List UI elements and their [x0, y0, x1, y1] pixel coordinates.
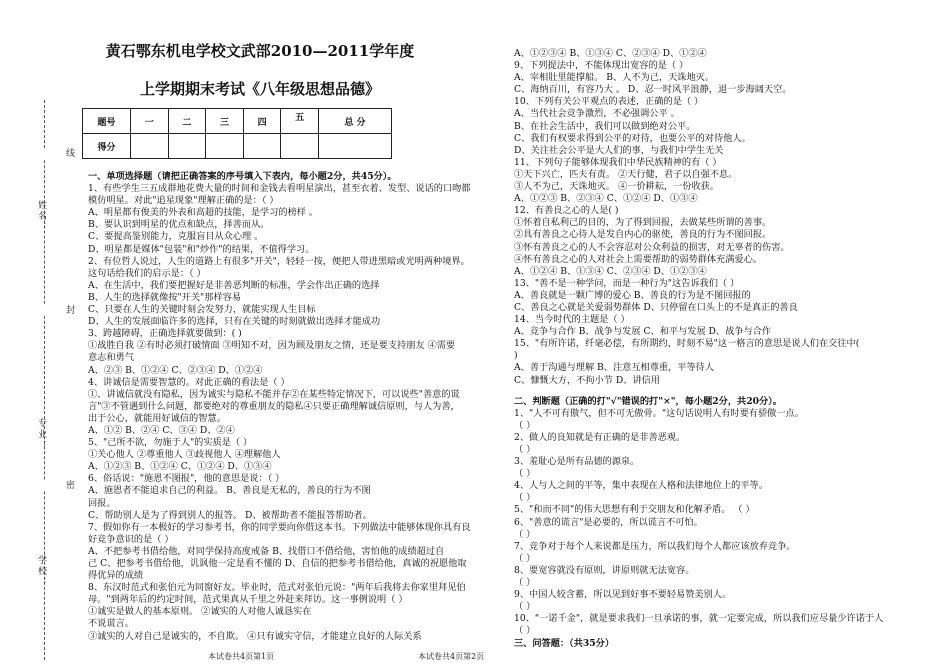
question-line: C、慷慨大方，不拘小节 D、讲信用 — [514, 374, 660, 386]
section-heading: 一、单项选择题（请把正确答案的序号填入下表内，每小题2分，共45分）。 — [88, 171, 397, 182]
score-table-header-row — [83, 109, 392, 134]
name-label: 姓名： — [36, 200, 46, 233]
exam-title-line2: 上学期期末考试《八年级思想品德》 — [139, 80, 380, 98]
question-line: 11、下列句子能够体现我们中华民族精神的有（ ） — [514, 156, 722, 168]
question-line: 9、下列提法中，不能体现出宽容的是（ ） — [514, 60, 689, 72]
question-line: A、①②③ B、①②④ C、①②④ D、①③④ — [88, 461, 272, 473]
right-column-text — [514, 48, 946, 650]
question-line: 13、"善不是一种学问，而是一种行为"这告诉我们（ ） — [514, 277, 740, 289]
binding-margin — [0, 0, 74, 672]
question-line: 12、有善良之心的人是( ) — [514, 205, 619, 217]
question-line: D、明星都是媒体"包装"和"炒作"的结果，不值得学习。 — [88, 243, 315, 255]
seal-mark-xian: 线 — [36, 148, 76, 159]
question-line: 5、"己所不欲，勿施于人"的实质是（ ） — [88, 437, 253, 449]
question-line: 7、假如你有一本极好的学习参考书，你的同学要向你借这本书。下列做法中能够体现你具有良 — [88, 521, 471, 533]
question-line: A、①②③ B、②③④ C、①②④ D、①③④ — [514, 193, 698, 205]
major-label: 专业： — [36, 418, 46, 451]
question-line: 9、中国人较含蓄，所以见到好事不要轻易赞美别人。 — [514, 589, 732, 601]
question-line: （ ） — [514, 625, 536, 637]
question-line: ①战胜自我 ②有时必须打破情面 ③明知不对，因为顾及朋友之情，还是要支持朋友 ④需要 — [88, 340, 456, 352]
question-line: （ ） — [514, 492, 536, 504]
question-line: A、宰相肚里能撑船。 B、人不为己，天诛地灭。 — [514, 72, 715, 84]
score-table-cell: 一 — [131, 109, 169, 134]
left-column-text — [88, 171, 473, 643]
seal-mark-feng: 封 — [36, 305, 76, 316]
question-line: ③人不为己，天诛地灭。 ④一价耕耘，一份收获。 — [514, 181, 720, 193]
question-line: 15、"有所许诺，纤毫必偿，有所期约，时刻不易"这一格言的意思是说人们在交往中( — [514, 338, 860, 350]
question-line: 1、有些学生三五成群地花费大量的时间和金钱去看明星演出，甚至衣着、发型、说话的口吻都 — [88, 183, 471, 195]
question-line: A、竞争与合作 B、战争与发展 C、和平与发展 D、战争与合作 — [514, 326, 772, 338]
question-line: 回报。 — [88, 497, 116, 509]
question-line: ④怀有善良之心的人对社会上需要帮助的弱势群体充满爱心。 — [514, 253, 763, 265]
question-line: ①怀着自私利己的目的，为了得到回报，去做某些所谓的善事。 — [514, 217, 772, 229]
question-line: 言"③不管遇到什么问题，都要绝对的尊重朋友的隐私④只要正确理解诚信原则，与人为善， — [88, 400, 460, 412]
score-cell-blank[interactable] — [168, 134, 206, 159]
question-line: C、只要在人生的关键时刻会发努力，就能实现人生目标 — [88, 304, 316, 316]
question-line: A、善于沟通与理解 B、注意互相尊重，平等待人 — [514, 362, 715, 374]
exam-title-line1: 黄石鄂东机电学校文武部2010—2011学年度 — [105, 42, 415, 60]
question-line: B、要认识到明星的优点和缺点，择善而从。 — [88, 219, 270, 231]
question-line: ①诚实是做人的基本原则。 ②诚实的人对他人诚恳实在 — [88, 606, 312, 618]
question-line: 母。"到两年后的约定时间，范式果真从千里之外赶来拜访。这一事例说明（ ） — [88, 594, 408, 606]
question-line: A、施恩者不能追求自己的利益。 B、善良是无私的，善良的行为不图 — [88, 485, 371, 497]
score-table-cell: 四 — [243, 109, 281, 134]
question-line: C、要提高鉴别能力，克服盲目从众心理 。 — [88, 231, 264, 243]
question-line: C、善良之心就是关爱弱势群体 D、只停留在口头上的不是真正的善良 — [514, 301, 798, 313]
question-line: A、②③ B、①②④ C、②③④ D、①②④ — [88, 364, 263, 376]
section-gap — [514, 387, 946, 396]
question-line: A、在生活中，我们要把握好是非善恶判断的标准，学会作出正确的选择 — [88, 279, 380, 291]
question-line: 10、"一诺千金"，就是要求我们一旦承诺的事，就一定要完成，所以我们应尽量少许诺于人 — [514, 613, 884, 625]
question-line: 10、下列有关公平观点的表述，正确的是（ ） — [514, 96, 704, 108]
question-line: 6、俗话说："施恩不图报"，他的意思是说：（ ） — [88, 473, 285, 485]
question-line: （ ） — [514, 552, 536, 564]
question-line: ①关心他人 ②尊重他人 ③歧视他人 ④理解他人 — [88, 449, 281, 461]
question-line: 不说谎言。 — [88, 618, 134, 630]
section-heading: 二、判断题（正确的打"√"错误的打"×"，每小题2分，共20分）。 — [514, 395, 782, 407]
question-line: 8、要宽容就没有原则，讲原则就无法宽容。 — [514, 564, 695, 576]
question-line: （ ） — [514, 468, 536, 480]
question-line: A、当代社会竞争激烈，不必强调公平 。 — [514, 108, 680, 120]
question-line: A、不把参考书借给他，对同学保持高度戒备 B、找借口不借给他，害怕他的成绩超过自 — [88, 545, 445, 557]
score-table — [82, 108, 392, 159]
question-line: B、人生的选择就像按"开关"那样容易 — [88, 291, 242, 303]
question-line: A、善良就是一颗广博的爱心 B、善良的行为是不图回报的 — [514, 289, 751, 301]
page-footer-right: 本试卷共4页第2页 — [418, 652, 485, 661]
question-line: 4、人与人之间的平等，集中表现在人格和法律地位上的平等。 — [514, 480, 768, 492]
question-line: 意志和勇气 — [88, 352, 134, 364]
question-line: 己 C、把参考书借给他，讥讽他一定是看不懂的 D、自信的把参考书借给他，真诚的祝愿他取 — [88, 558, 467, 569]
question-line: D、关注社会公平是大人们的事，与我们中学生无关 — [514, 144, 724, 156]
question-line: 3、羞耻心是所有品德的源泉。 — [514, 456, 640, 468]
question-line: 模仿明星。对此"追星现象"理解正确的是：（ ） — [88, 195, 279, 207]
score-table-cell: 得分 — [83, 134, 131, 159]
question-line: ①、讲诚信就没有隐私，因为诚实与隐私不能并存②在某些特定情况下，可以说些"善意的谎 — [88, 388, 460, 400]
question-line: A、①② B、②④ C、③④ D、②④ — [88, 424, 235, 436]
score-cell-blank[interactable] — [319, 134, 392, 159]
question-line: B、在社会生活中，我们可以做到绝对公平。 — [514, 120, 696, 132]
score-table-score-row — [83, 134, 392, 159]
question-line: 2、有位哲人说过，人生的道路上有很多"开关"，轻轻一按，便把人带进黑暗或光明两种境界。 — [88, 255, 470, 267]
score-table-cell: 二 — [168, 109, 206, 134]
question-line: 得优异的成绩 — [88, 570, 144, 582]
question-line: A、明星都有俊美的外表和高超的技能，是学习的榜样 。 — [88, 207, 319, 219]
question-line: ) — [514, 350, 518, 362]
question-line: 出于公心，就能用好诚信的智慧。 — [88, 412, 226, 424]
question-line: 8、东汉时范式和张伯元为同窗好友。毕业时，范式对张伯元说："两年后我将去你家里拜见伯 — [88, 582, 466, 594]
score-table-cell: 三 — [206, 109, 244, 134]
question-line: C、帮助别人是为了得到别人的报答。 D、被帮助者不能报答帮助者。 — [88, 509, 372, 521]
score-table-cell: 题号 — [83, 109, 131, 134]
question-line: ③怀有善良之心的人不会容忍对公众利益的损害，对无辜者的伤害。 — [514, 241, 790, 253]
question-line: 5、"和而不同"的伟大思想有利于交朋友和化解矛盾。 （ ） — [514, 504, 755, 516]
score-cell-blank[interactable] — [131, 134, 169, 159]
page-footer-left: 本试卷共4页第1页 — [208, 652, 275, 661]
question-line: A、①②③④ B、①③④ C、②③④ D、①②④ — [514, 48, 707, 59]
question-line: 3、跨越障碍，正确选择就要做到：( ) — [88, 328, 242, 340]
question-line: 2、做人的良知就是有正确的是非善恶观。 — [514, 431, 686, 443]
score-cell-blank[interactable] — [281, 134, 319, 159]
question-line: （ ） — [514, 601, 536, 613]
question-line: 6、"善意的谎言"是必要的，所以谎言不可怕。 — [514, 516, 703, 528]
score-cell-blank[interactable] — [206, 134, 244, 159]
question-line: （ ） — [514, 528, 536, 540]
question-line: ①天下兴亡，匹夫有责。 ②天行健，君子以自强不息。 — [514, 168, 738, 180]
score-cell-blank[interactable] — [243, 134, 281, 159]
question-line: C、海纳百川，有容乃大 。 D、忍一时风平浪静，退一步海阔天空。 — [514, 84, 792, 96]
seal-mark-mi: 密 — [36, 480, 76, 491]
question-line: 1、"人不可有傲气，但不可无傲骨。"这句话说明人有时要有骄傲一点。 — [514, 407, 804, 419]
question-line: 好竞争意识的是（ ） — [88, 533, 174, 545]
question-line: A、①②④ B、①③④ C、②③④ D、①②③④ — [514, 265, 707, 277]
question-line: 7、竞争对于每个人来说都是压力，所以我们每个人都应该放弃竞争。 — [514, 540, 796, 552]
page-right — [418, 0, 950, 672]
score-table-cell: 五 — [281, 109, 319, 134]
school-label: 学校： — [36, 555, 46, 588]
question-line: 14、当今时代的主题是（ ） — [514, 314, 630, 326]
question-line: （ ） — [514, 444, 536, 455]
question-line: （ ） — [514, 577, 536, 589]
question-line: （ ） — [514, 419, 536, 431]
question-line: 这句话给我们的启示是：（ ） — [88, 267, 206, 279]
section-heading: 三、问答题：（共35分） — [514, 637, 615, 649]
question-line: ②具有善良之心待人是发自内心的驱使，善良的行为不图回报。 — [514, 229, 772, 241]
question-line: D、人生的发展面临许多的选择，只有在关键的时刻就做出选择才能成功 — [88, 316, 381, 328]
question-line: C、我们有权要求得到公平的对待，也要公平的对待他人。 — [514, 132, 751, 144]
question-line: 4、讲诚信是需要智慧的。对此正确的看法是（ ） — [88, 376, 290, 388]
score-table-cell: 总 分 — [319, 109, 392, 134]
question-line: ③诚实的人对自己是诚实的，不自欺。 ④只有诚实守信，才能建立良好的人际关系 — [88, 630, 422, 642]
